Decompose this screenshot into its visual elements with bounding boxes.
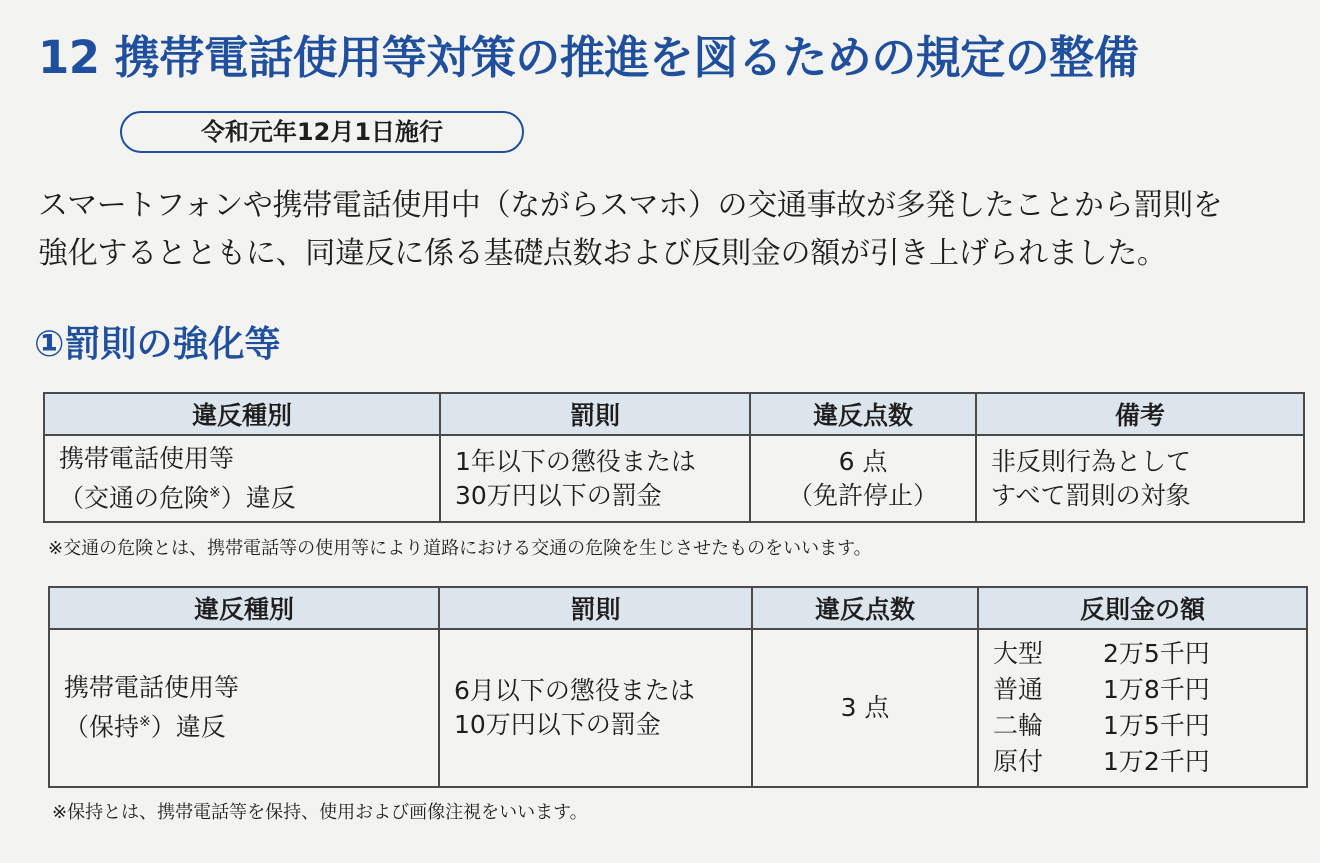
table-header-row [49,587,1307,629]
cell-violation-type: 携帯電話使用等 （交通の危険※）違反 [44,435,440,522]
header-penalty: 罰則 [439,587,752,629]
fine-vehicle: 普通 [993,675,1044,704]
intro-line: スマートフォンや携帯電話使用中（ながらスマホ）の交通事故が多発したことから罰則を [38,188,1223,223]
cell-points: 6 点 （免許停止） [750,435,976,522]
header-remarks: 備考 [976,393,1304,435]
cell-violation-type: 携帯電話使用等 （保持※）違反 [49,629,439,787]
page-title: 12 携帯電話使用等対策の推進を図るための規定の整備 [38,31,1139,84]
fine-amount: 1万2千円 [1103,747,1210,776]
header-points: 違反点数 [750,393,976,435]
fine-amount: 1万8千円 [1103,675,1210,704]
table-row [44,435,1304,522]
fine-amount: 2万5千円 [1103,639,1210,668]
header-points: 違反点数 [752,587,978,629]
fine-list [993,636,1292,780]
fine-table [48,586,1308,788]
intro-line: 強化するとともに、同違反に係る基礎点数および反則金の額が引き上げられました。 [38,236,1167,271]
footnote-holding: ※保持とは、携帯電話等を保持、使用および画像注視をいいます。 [52,802,588,823]
section-heading: ①罰則の強化等 [34,324,281,365]
cell-points: 3 点 [752,629,978,787]
footnote-traffic-danger: ※交通の危険とは、携帯電話等の使用等により道路における交通の危険を生じさせたものをいいます。 [48,538,872,559]
table-header-row [44,393,1304,435]
cell-remarks: 非反則行為として すべて罰則の対象 [976,435,1304,522]
cell-fines [978,629,1307,787]
cell-penalty: 6月以下の懲役または 10万円以下の罰金 [439,629,752,787]
table-row [49,629,1307,787]
intro-paragraph [38,182,1308,278]
fine-vehicle: 原付 [993,747,1044,776]
fine-vehicle: 大型 [993,639,1044,668]
header-violation-type: 違反種別 [44,393,440,435]
header-violation-type: 違反種別 [49,587,439,629]
penalty-table [43,392,1305,523]
fine-vehicle: 二輪 [993,711,1044,740]
cell-penalty: 1年以下の懲役または 30万円以下の罰金 [440,435,750,522]
effective-date-badge: 令和元年12月1日施行 [120,111,524,153]
fine-amount: 1万5千円 [1103,711,1210,740]
header-penalty: 罰則 [440,393,750,435]
header-fine-amount: 反則金の額 [978,587,1307,629]
